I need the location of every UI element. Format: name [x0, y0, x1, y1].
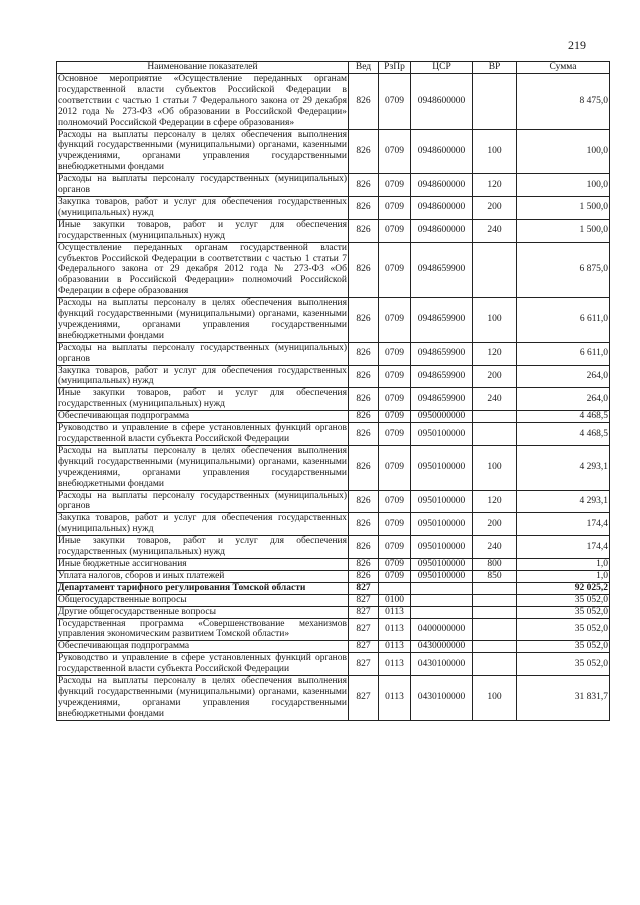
cell-sum: 6 875,0: [517, 242, 610, 298]
cell-csr: 0948600000: [411, 129, 473, 174]
cell-csr: 0950100000: [411, 423, 473, 446]
cell-vr: 200: [473, 196, 517, 219]
table-row: [57, 242, 610, 298]
cell-name: Руководство и управление в сфере установленных функций органов государственной власти субъекта Российской Федерации: [58, 653, 347, 675]
table-row: [57, 298, 610, 343]
cell-sum: 1,0: [517, 570, 610, 582]
cell-csr: 0950100000: [411, 536, 473, 559]
cell-ved: 827: [349, 641, 379, 653]
cell-vr: [473, 423, 517, 446]
column-header-rzpr: РзПр: [379, 62, 411, 74]
cell-rzpr: 0709: [379, 219, 411, 242]
cell-sum: 4 468,5: [517, 411, 610, 423]
cell-rzpr: 0113: [379, 606, 411, 618]
cell-sum: 1 500,0: [517, 219, 610, 242]
cell-csr: 0950100000: [411, 558, 473, 570]
cell-sum: 35 052,0: [517, 606, 610, 618]
cell-ved: 827: [349, 618, 379, 641]
table-row: [57, 423, 610, 446]
table-row: [57, 582, 610, 594]
column-header-sum: Сумма: [517, 62, 610, 74]
cell-vr: 120: [473, 174, 517, 197]
cell-name: Другие общегосударственные вопросы: [57, 606, 349, 618]
cell-ved: 827: [349, 582, 379, 594]
table-row: [57, 558, 610, 570]
cell-name: Руководство и управление в сфере установленных функций органов государственной власти субъекта Российской Федерации: [58, 423, 347, 444]
cell-csr: 0400000000: [411, 618, 473, 641]
cell-vr: 850: [473, 570, 517, 582]
cell-csr: 0948600000: [411, 219, 473, 242]
cell-name: Закупка товаров, работ и услуг для обеспечения государственных (муниципальных) нужд: [58, 513, 347, 535]
cell-ved: 826: [349, 129, 379, 174]
table-row: [57, 411, 610, 423]
cell-sum: 35 052,0: [517, 594, 610, 606]
cell-rzpr: 0709: [379, 570, 411, 582]
cell-name: Обеспечивающая подпрограмма: [57, 641, 349, 653]
cell-name: Общегосударственные вопросы: [57, 594, 349, 606]
cell-rzpr: 0709: [379, 513, 411, 536]
cell-csr: 0950100000: [411, 513, 473, 536]
table-row: [57, 174, 610, 197]
cell-rzpr: 0113: [379, 653, 411, 676]
cell-rzpr: 0709: [379, 445, 411, 490]
cell-name: Иные закупки товаров, работ и услуг для обеспечения государственных (муниципальных) нужд: [58, 536, 347, 558]
cell-sum: 4 293,1: [517, 445, 610, 490]
cell-vr: 800: [473, 558, 517, 570]
cell-name: Основное мероприятие «Осуществление переданных органам государственной власти субъектов Российской Федерации в соответствии с частью 1 статьи 7 Федерального закона от 29 декабря 2012 года № 273-ФЗ «Об образовании в Российской Федерации» полномочий Российской Федерации в сфере образования»: [58, 74, 347, 128]
cell-rzpr: 0709: [379, 536, 411, 559]
cell-ved: 826: [349, 388, 379, 411]
cell-ved: 826: [349, 298, 379, 343]
cell-rzpr: 0709: [379, 298, 411, 343]
cell-ved: 826: [349, 558, 379, 570]
cell-name: Закупка товаров, работ и услуг для обеспечения государственных (муниципальных) нужд: [58, 196, 347, 218]
cell-rzpr: 0113: [379, 618, 411, 641]
table-row: [57, 129, 610, 174]
cell-sum: 4 468,5: [517, 423, 610, 446]
column-header-csr: ЦСР: [411, 62, 473, 74]
cell-sum: 264,0: [517, 365, 610, 388]
cell-name: Иные бюджетные ассигнования: [57, 558, 349, 570]
cell-vr: 240: [473, 219, 517, 242]
cell-name: Иные закупки товаров, работ и услуг для обеспечения государственных (муниципальных) нужд: [58, 388, 347, 410]
cell-ved: 826: [349, 196, 379, 219]
cell-csr: 0430100000: [411, 676, 473, 721]
cell-rzpr: 0709: [379, 490, 411, 513]
column-header-name: Наименование показателей: [57, 62, 349, 74]
cell-rzpr: 0709: [379, 242, 411, 298]
column-header-ved: Вед: [349, 62, 379, 74]
cell-ved: 826: [349, 490, 379, 513]
cell-ved: 826: [349, 513, 379, 536]
cell-rzpr: 0709: [379, 196, 411, 219]
cell-vr: 200: [473, 365, 517, 388]
cell-sum: 100,0: [517, 129, 610, 174]
cell-sum: 100,0: [517, 174, 610, 197]
cell-sum: 35 052,0: [517, 641, 610, 653]
cell-rzpr: 0709: [379, 423, 411, 446]
cell-csr: 0948659900: [411, 388, 473, 411]
cell-ved: 826: [349, 242, 379, 298]
table-row: [57, 594, 610, 606]
cell-sum: 174,4: [517, 536, 610, 559]
table-row: [57, 641, 610, 653]
cell-rzpr: [379, 582, 411, 594]
table-header-row: [57, 62, 610, 74]
cell-ved: 826: [349, 342, 379, 365]
cell-ved: 826: [349, 423, 379, 446]
table-row: [57, 445, 610, 490]
cell-vr: [473, 641, 517, 653]
cell-vr: [473, 242, 517, 298]
cell-rzpr: 0709: [379, 388, 411, 411]
cell-rzpr: 0709: [379, 558, 411, 570]
table-row: [57, 388, 610, 411]
table-row: [57, 570, 610, 582]
cell-name: Расходы на выплаты персоналу государственных (муниципальных) органов: [58, 490, 347, 512]
cell-ved: 826: [349, 365, 379, 388]
cell-vr: [473, 594, 517, 606]
cell-rzpr: 0709: [379, 365, 411, 388]
cell-name: Обеспечивающая подпрограмма: [57, 411, 349, 423]
cell-name: Департамент тарифного регулирования Томской области: [57, 582, 349, 594]
cell-name: Расходы на выплаты персоналу государственных (муниципальных) органов: [58, 342, 347, 364]
cell-rzpr: 0709: [379, 342, 411, 365]
cell-csr: 0948659900: [411, 298, 473, 343]
cell-name: Расходы на выплаты персоналу государственных (муниципальных) органов: [58, 174, 347, 196]
cell-csr: [411, 594, 473, 606]
cell-sum: 35 052,0: [517, 618, 610, 641]
cell-ved: 826: [349, 570, 379, 582]
cell-sum: 8 475,0: [517, 74, 610, 130]
table-row: [57, 536, 610, 559]
cell-ved: 826: [349, 445, 379, 490]
cell-rzpr: 0100: [379, 594, 411, 606]
cell-csr: [411, 606, 473, 618]
cell-vr: 100: [473, 298, 517, 343]
cell-vr: 120: [473, 342, 517, 365]
cell-name: Уплата налогов, сборов и иных платежей: [57, 570, 349, 582]
cell-ved: 826: [349, 174, 379, 197]
table-row: [57, 490, 610, 513]
cell-csr: 0948600000: [411, 174, 473, 197]
table-row: [57, 618, 610, 641]
cell-vr: [473, 606, 517, 618]
cell-vr: [473, 618, 517, 641]
cell-vr: 100: [473, 129, 517, 174]
cell-rzpr: 0709: [379, 411, 411, 423]
table-row: [57, 219, 610, 242]
cell-sum: 31 831,7: [517, 676, 610, 721]
budget-table: [56, 61, 610, 721]
cell-sum: 92 025,2: [517, 582, 610, 594]
cell-name: Расходы на выплаты персоналу в целях обеспечения выполнения функций государственными (муниципальными) органами, казенными учреждениями, органами управления государственными внебюджетными фондами: [58, 676, 347, 719]
cell-vr: [473, 582, 517, 594]
cell-rzpr: 0709: [379, 129, 411, 174]
cell-rzpr: 0113: [379, 641, 411, 653]
table-row: [57, 365, 610, 388]
cell-ved: 827: [349, 676, 379, 721]
cell-vr: 100: [473, 445, 517, 490]
page-number: 219: [568, 38, 586, 52]
cell-name: Закупка товаров, работ и услуг для обеспечения государственных (муниципальных) нужд: [58, 365, 347, 387]
table-row: [57, 74, 610, 130]
table-row: [57, 676, 610, 721]
cell-vr: 240: [473, 388, 517, 411]
cell-sum: 4 293,1: [517, 490, 610, 513]
cell-csr: 0948659900: [411, 242, 473, 298]
cell-name: Расходы на выплаты персоналу в целях обеспечения выполнения функций государственными (муниципальными) органами, казенными учреждениями, органами управления государственными внебюджетными фондами: [58, 445, 347, 489]
cell-ved: 826: [349, 74, 379, 130]
cell-ved: 826: [349, 536, 379, 559]
column-header-vr: ВР: [473, 62, 517, 74]
cell-name: Иные закупки товаров, работ и услуг для обеспечения государственных (муниципальных) нужд: [58, 219, 347, 241]
cell-csr: [411, 582, 473, 594]
cell-csr: 0950100000: [411, 445, 473, 490]
cell-ved: 827: [349, 653, 379, 676]
cell-sum: 1 500,0: [517, 196, 610, 219]
cell-rzpr: 0709: [379, 174, 411, 197]
cell-csr: 0950000000: [411, 411, 473, 423]
table-body: [57, 74, 610, 721]
cell-csr: 0430000000: [411, 641, 473, 653]
cell-vr: 100: [473, 676, 517, 721]
cell-ved: 826: [349, 411, 379, 423]
cell-rzpr: 0709: [379, 74, 411, 130]
cell-csr: 0948600000: [411, 74, 473, 130]
cell-csr: 0950100000: [411, 570, 473, 582]
cell-ved: 827: [349, 594, 379, 606]
cell-vr: 200: [473, 513, 517, 536]
cell-csr: 0948659900: [411, 365, 473, 388]
cell-csr: 0950100000: [411, 490, 473, 513]
cell-name: Расходы на выплаты персоналу в целях обеспечения выполнения функций государственными (муниципальными) органами, казенными учреждениями, органами управления государственными внебюджетными фондами: [58, 129, 347, 173]
cell-csr: 0948600000: [411, 196, 473, 219]
cell-sum: 35 052,0: [517, 653, 610, 676]
cell-csr: 0948659900: [411, 342, 473, 365]
cell-name: Государственная программа «Совершенствование механизмов управления экономическим развитием Томской области»: [58, 618, 347, 640]
cell-vr: [473, 411, 517, 423]
table-row: [57, 653, 610, 676]
cell-name: Осуществление переданных органам государственной власти субъектов Российской Федерации в соответствии с частью 1 статьи 7 Федерального закона от 29 декабря 2012 года № 273-ФЗ «Об образовании в Российской Федерации» полномочий Российской Федерации в сфере образования: [58, 242, 347, 297]
cell-sum: 264,0: [517, 388, 610, 411]
cell-sum: 6 611,0: [517, 298, 610, 343]
cell-vr: [473, 74, 517, 130]
table-row: [57, 513, 610, 536]
cell-vr: 120: [473, 490, 517, 513]
cell-sum: 6 611,0: [517, 342, 610, 365]
table-row: [57, 342, 610, 365]
cell-vr: [473, 653, 517, 676]
cell-csr: 0430100000: [411, 653, 473, 676]
cell-rzpr: 0113: [379, 676, 411, 721]
cell-ved: 827: [349, 606, 379, 618]
cell-sum: 174,4: [517, 513, 610, 536]
table-row: [57, 196, 610, 219]
cell-vr: 240: [473, 536, 517, 559]
table-row: [57, 606, 610, 618]
cell-ved: 826: [349, 219, 379, 242]
cell-name: Расходы на выплаты персоналу в целях обеспечения выполнения функций государственными (муниципальными) органами, казенными учреждениями, органами управления государственными внебюджетными фондами: [58, 298, 347, 341]
cell-sum: 1,0: [517, 558, 610, 570]
